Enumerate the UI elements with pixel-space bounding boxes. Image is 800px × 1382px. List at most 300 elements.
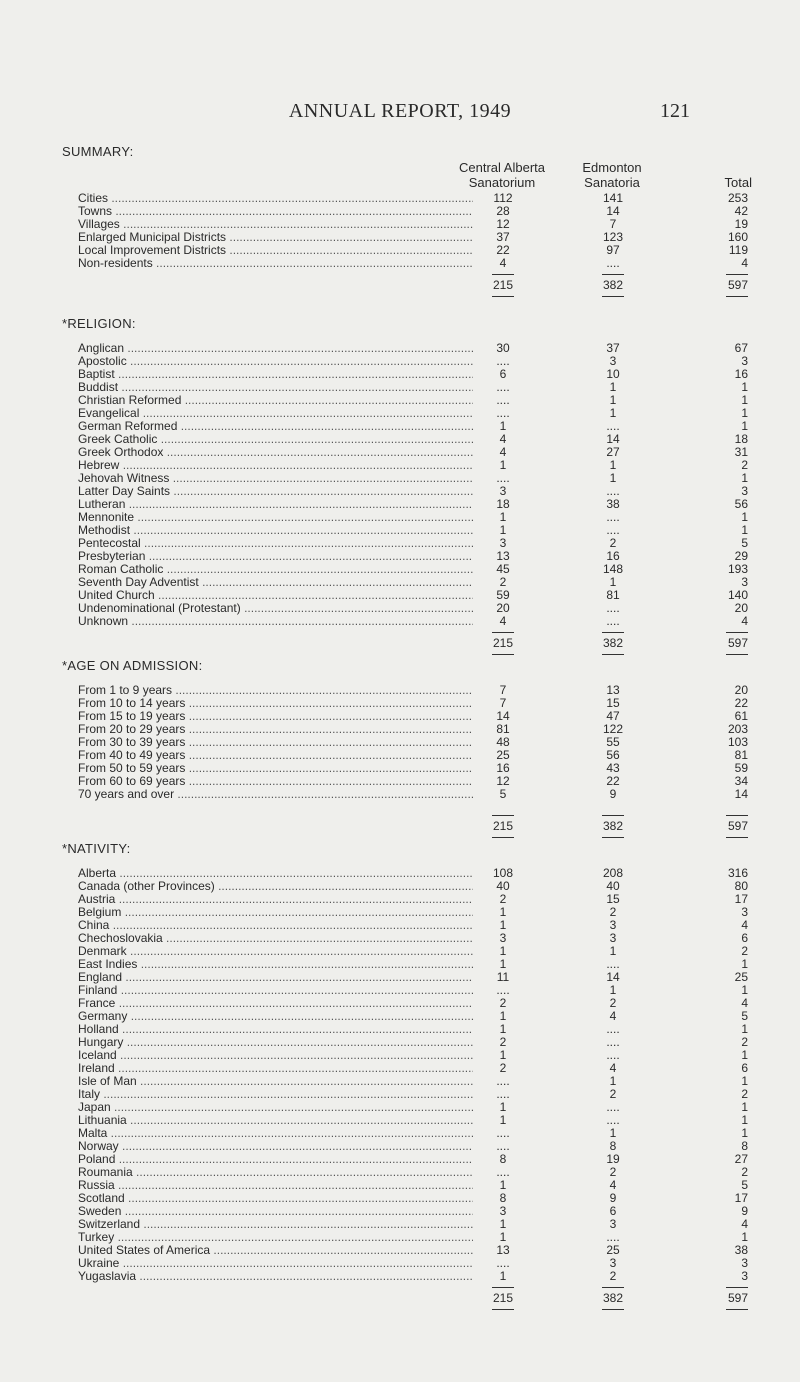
total-c1: 215 — [492, 819, 514, 833]
row-label: Alberta ..... — [78, 867, 473, 880]
edmonton-value: .... — [606, 601, 620, 615]
edmonton-value: 55 — [606, 735, 620, 749]
central-alberta-value: 1 — [499, 458, 507, 472]
edmonton-value: 10 — [606, 367, 620, 381]
total-value: 316 — [727, 866, 748, 880]
edmonton-value: 22 — [606, 774, 620, 788]
total-value: 193 — [727, 562, 748, 576]
row-label: Pentecostal ..... — [78, 537, 473, 550]
row-label: Mennonite ..... — [78, 511, 473, 524]
edmonton-value: 6 — [609, 1204, 617, 1218]
row-label: Lithuania ..... — [78, 1114, 473, 1127]
total-value: 3 — [741, 1256, 748, 1270]
table-row — [62, 762, 752, 775]
row-label: Sweden ..... — [78, 1205, 473, 1218]
table-row — [62, 576, 752, 589]
row-label: 70 years and over ..... — [78, 788, 473, 801]
row-label: Greek Orthodox ..... — [78, 446, 473, 459]
central-alberta-value: 3 — [499, 1204, 507, 1218]
edmonton-value: 43 — [606, 761, 620, 775]
total-value: 27 — [734, 1152, 748, 1166]
total-value: 5 — [741, 1178, 748, 1192]
row-label: Local Improvement Districts ..... — [78, 244, 473, 257]
row-label: From 40 to 49 years ..... — [78, 749, 473, 762]
total-value: 59 — [734, 761, 748, 775]
edmonton-value: 4 — [609, 1061, 617, 1075]
table-row — [62, 1010, 752, 1023]
total-value: 1 — [741, 419, 748, 433]
row-label: Switzerland ..... — [78, 1218, 473, 1231]
total-value: 6 — [741, 931, 748, 945]
edmonton-value: 9 — [609, 787, 617, 801]
edmonton-value: .... — [606, 957, 620, 971]
total-value: 1 — [741, 1048, 748, 1062]
row-label: East Indies ..... — [78, 958, 473, 971]
report-content — [62, 144, 752, 1313]
row-label: Canada (other Provinces) ..... — [78, 880, 473, 893]
total-value: 2 — [741, 944, 748, 958]
total-c1: 215 — [492, 278, 514, 292]
central-alberta-value: 1 — [499, 1217, 507, 1231]
central-alberta-value: 16 — [496, 761, 510, 775]
edmonton-value: 1 — [609, 393, 617, 407]
total-value: 1 — [741, 1022, 748, 1036]
central-alberta-value: 2 — [499, 1061, 507, 1075]
table-row — [62, 589, 752, 602]
summary-rows — [62, 192, 752, 270]
edmonton-value: 1 — [609, 575, 617, 589]
central-alberta-value: .... — [496, 471, 510, 485]
total-value: 80 — [734, 879, 748, 893]
row-label: Cities ..... — [78, 192, 473, 205]
total-value: 1 — [741, 523, 748, 537]
total-value: 4 — [741, 256, 748, 270]
row-label: United States of America ..... — [78, 1244, 473, 1257]
total-value: 34 — [734, 774, 748, 788]
total-value: 81 — [734, 748, 748, 762]
row-label: France ..... — [78, 997, 473, 1010]
table-row — [62, 524, 752, 537]
edmonton-value: 122 — [602, 722, 624, 736]
table-row — [62, 867, 752, 880]
central-alberta-value: 1 — [499, 1178, 507, 1192]
total-c2: 382 — [602, 636, 624, 650]
central-alberta-value: 2 — [499, 892, 507, 906]
central-alberta-value: 45 — [496, 562, 510, 576]
nativity-rule-bottom — [62, 1305, 752, 1313]
row-label: From 20 to 29 years ..... — [78, 723, 473, 736]
total-c2: 382 — [602, 1291, 624, 1305]
edmonton-value: 8 — [609, 1139, 617, 1153]
edmonton-value: 2 — [609, 536, 617, 550]
total-value: 22 — [734, 696, 748, 710]
row-label: Jehovah Witness ..... — [78, 472, 473, 485]
table-row — [62, 1231, 752, 1244]
central-alberta-value: 1 — [499, 523, 507, 537]
central-alberta-value: .... — [496, 1165, 510, 1179]
table-row — [62, 906, 752, 919]
total-value: 5 — [741, 536, 748, 550]
table-row — [62, 1088, 752, 1101]
central-alberta-value: .... — [496, 1126, 510, 1140]
table-row — [62, 1205, 752, 1218]
edmonton-value: 3 — [609, 1256, 617, 1270]
edmonton-value: .... — [606, 1230, 620, 1244]
central-alberta-value: 4 — [499, 614, 507, 628]
religion-total-row — [62, 636, 752, 650]
total-value: 29 — [734, 549, 748, 563]
row-label: Belgium ..... — [78, 906, 473, 919]
row-label: Non-residents ..... — [78, 257, 473, 270]
table-row — [62, 1153, 752, 1166]
edmonton-value: 148 — [602, 562, 624, 576]
summary-total-row — [62, 278, 752, 292]
age-title: *AGE ON ADMISSION: — [62, 658, 203, 673]
central-alberta-value: 1 — [499, 510, 507, 524]
total-value: 1 — [741, 1113, 748, 1127]
central-alberta-value: .... — [496, 406, 510, 420]
central-alberta-value: 30 — [496, 341, 510, 355]
central-alberta-value: 3 — [499, 484, 507, 498]
total-value: 3 — [741, 354, 748, 368]
edmonton-value: 7 — [609, 217, 617, 231]
total-value: 103 — [727, 735, 748, 749]
edmonton-value: .... — [606, 523, 620, 537]
table-row — [62, 749, 752, 762]
row-label: Yugaslavia ..... — [78, 1270, 473, 1283]
edmonton-value: 141 — [602, 191, 624, 205]
central-alberta-value: 112 — [493, 191, 513, 205]
table-row — [62, 511, 752, 524]
total-value: 1 — [741, 983, 748, 997]
table-row — [62, 563, 752, 576]
central-alberta-value: 1 — [499, 1048, 507, 1062]
row-label: Latter Day Saints ..... — [78, 485, 473, 498]
edmonton-value: .... — [606, 419, 620, 433]
summary-rule-top — [62, 270, 752, 278]
table-row — [62, 1114, 752, 1127]
edmonton-value: 1 — [609, 983, 617, 997]
central-alberta-value: 3 — [499, 931, 507, 945]
age-rule-top — [62, 811, 752, 819]
edmonton-value: 3 — [609, 931, 617, 945]
edmonton-value: 3 — [609, 1217, 617, 1231]
table-row — [62, 459, 752, 472]
central-alberta-value: 2 — [499, 996, 507, 1010]
total-value: 4 — [741, 614, 748, 628]
total-value: 1 — [741, 393, 748, 407]
total-value: 38 — [734, 1243, 748, 1257]
row-label: From 1 to 9 years ..... — [78, 684, 473, 697]
row-label: Unknown ..... — [78, 615, 473, 628]
table-row — [62, 205, 752, 218]
central-alberta-value: 22 — [496, 243, 510, 257]
central-alberta-value: 12 — [496, 217, 510, 231]
table-row — [62, 1101, 752, 1114]
col-central-alberta-line2: Sanatorium — [468, 175, 536, 190]
edmonton-value: 9 — [609, 1191, 617, 1205]
edmonton-value: 3 — [609, 354, 617, 368]
table-row — [62, 368, 752, 381]
total-value: 1 — [741, 406, 748, 420]
religion-rule-bottom — [62, 650, 752, 658]
central-alberta-value: 1 — [499, 918, 507, 932]
table-row — [62, 485, 752, 498]
col-edmonton-line1: Edmonton — [582, 160, 642, 175]
total-value: 42 — [734, 204, 748, 218]
total-value: 2 — [741, 1035, 748, 1049]
table-row — [62, 880, 752, 893]
row-label: Anglican ..... — [78, 342, 473, 355]
central-alberta-value: 4 — [499, 256, 507, 270]
edmonton-value: .... — [606, 1100, 620, 1114]
edmonton-value: 1 — [609, 1126, 617, 1140]
central-alberta-value: .... — [496, 1139, 510, 1153]
table-row — [62, 446, 752, 459]
row-label: Apostolic ..... — [78, 355, 473, 368]
row-label: Finland ..... — [78, 984, 473, 997]
central-alberta-value: 1 — [499, 1113, 507, 1127]
edmonton-value: .... — [606, 614, 620, 628]
total-c2: 382 — [602, 819, 624, 833]
nativity-rule-top — [62, 1283, 752, 1291]
row-label: Germany ..... — [78, 1010, 473, 1023]
central-alberta-value: 37 — [496, 230, 510, 244]
row-label: Ireland ..... — [78, 1062, 473, 1075]
total-value: 4 — [741, 918, 748, 932]
total-c3: 597 — [727, 636, 748, 650]
central-alberta-value: 13 — [496, 549, 510, 563]
edmonton-value: 2 — [609, 1165, 617, 1179]
table-row — [62, 1036, 752, 1049]
total-value: 14 — [734, 787, 748, 801]
total-value: 1 — [741, 1100, 748, 1114]
row-label: Hebrew ..... — [78, 459, 473, 472]
row-label: Villages ..... — [78, 218, 473, 231]
edmonton-value: 3 — [609, 918, 617, 932]
row-label: Lutheran ..... — [78, 498, 473, 511]
row-label: Turkey ..... — [78, 1231, 473, 1244]
row-label: Hungary ..... — [78, 1036, 473, 1049]
central-alberta-value: 1 — [499, 957, 507, 971]
row-label: Seventh Day Adventist ..... — [78, 576, 473, 589]
row-label: From 15 to 19 years ..... — [78, 710, 473, 723]
age-rule-bottom — [62, 833, 752, 841]
table-row — [62, 244, 752, 257]
total-value: 25 — [734, 970, 748, 984]
row-label: Poland ..... — [78, 1153, 473, 1166]
total-value: 3 — [741, 575, 748, 589]
total-value: 31 — [734, 445, 748, 459]
table-row — [62, 984, 752, 997]
total-value: 1 — [741, 1126, 748, 1140]
total-value: 20 — [734, 683, 748, 697]
central-alberta-value: 40 — [496, 879, 510, 893]
column-headers — [62, 160, 752, 192]
religion-title: *RELIGION: — [62, 316, 136, 331]
central-alberta-value: 8 — [499, 1191, 507, 1205]
row-label: German Reformed ..... — [78, 420, 473, 433]
edmonton-value: 13 — [606, 683, 620, 697]
row-label: Chechoslovakia ..... — [78, 932, 473, 945]
edmonton-value: 14 — [606, 432, 620, 446]
table-row — [62, 932, 752, 945]
central-alberta-value: 1 — [499, 1269, 507, 1283]
table-row — [62, 997, 752, 1010]
table-row — [62, 1192, 752, 1205]
table-row — [62, 1257, 752, 1270]
row-label: Baptist ..... — [78, 368, 473, 381]
total-value: 17 — [734, 892, 748, 906]
total-value: 9 — [741, 1204, 748, 1218]
nativity-total-row — [62, 1291, 752, 1305]
total-value: 17 — [734, 1191, 748, 1205]
table-row — [62, 498, 752, 511]
row-label: Methodist ..... — [78, 524, 473, 537]
total-c3: 597 — [727, 278, 748, 292]
religion-rows — [62, 342, 752, 628]
row-label: Christian Reformed ..... — [78, 394, 473, 407]
table-row — [62, 1166, 752, 1179]
table-row — [62, 893, 752, 906]
age-rows — [62, 684, 752, 801]
report-title: ANNUAL REPORT, 1949 — [288, 100, 512, 122]
table-row — [62, 958, 752, 971]
total-value: 3 — [741, 905, 748, 919]
religion-rule-top — [62, 628, 752, 636]
edmonton-value: 1 — [609, 406, 617, 420]
age-total-row — [62, 819, 752, 833]
total-value: 56 — [734, 497, 748, 511]
edmonton-value: 4 — [609, 1178, 617, 1192]
central-alberta-value: .... — [496, 380, 510, 394]
total-value: 2 — [741, 458, 748, 472]
edmonton-value: 1 — [609, 458, 617, 472]
table-row — [62, 192, 752, 205]
table-row — [62, 433, 752, 446]
central-alberta-value: 8 — [499, 1152, 507, 1166]
table-row — [62, 1049, 752, 1062]
edmonton-value: 25 — [606, 1243, 620, 1257]
total-value: 18 — [734, 432, 748, 446]
edmonton-value: 2 — [609, 905, 617, 919]
central-alberta-value: 6 — [499, 367, 507, 381]
table-row — [62, 1244, 752, 1257]
row-label: Greek Catholic ..... — [78, 433, 473, 446]
table-row — [62, 736, 752, 749]
central-alberta-value: 7 — [499, 696, 507, 710]
edmonton-value: 123 — [602, 230, 624, 244]
edmonton-value: 47 — [606, 709, 620, 723]
row-label: Buddist ..... — [78, 381, 473, 394]
table-row — [62, 971, 752, 984]
edmonton-value: 1 — [609, 944, 617, 958]
central-alberta-value: 108 — [492, 866, 514, 880]
row-label: From 60 to 69 years ..... — [78, 775, 473, 788]
total-value: 3 — [741, 1269, 748, 1283]
central-alberta-value: 12 — [496, 774, 510, 788]
total-value: 140 — [727, 588, 748, 602]
row-label: Undenominational (Protestant) ..... — [78, 602, 473, 615]
central-alberta-value: 4 — [499, 445, 507, 459]
central-alberta-value: .... — [496, 1087, 510, 1101]
edmonton-value: 4 — [609, 1009, 617, 1023]
edmonton-value: 37 — [606, 341, 620, 355]
row-label: United Church ..... — [78, 589, 473, 602]
total-value: 67 — [734, 341, 748, 355]
edmonton-value: 15 — [606, 696, 620, 710]
central-alberta-value: 81 — [496, 722, 510, 736]
table-row — [62, 615, 752, 628]
nativity-title: *NATIVITY: — [62, 841, 131, 856]
edmonton-value: 208 — [602, 866, 624, 880]
total-value: 8 — [741, 1139, 748, 1153]
edmonton-value: 2 — [609, 1269, 617, 1283]
table-row — [62, 355, 752, 368]
table-row — [62, 231, 752, 244]
total-value: 1 — [741, 957, 748, 971]
row-label: China ..... — [78, 919, 473, 932]
central-alberta-value: 25 — [496, 748, 510, 762]
row-label: Iceland ..... — [78, 1049, 473, 1062]
total-value: 160 — [727, 230, 748, 244]
total-value: 1 — [741, 380, 748, 394]
row-label: Russia ..... — [78, 1179, 473, 1192]
central-alberta-value: 28 — [496, 204, 510, 218]
central-alberta-value: 2 — [499, 1035, 507, 1049]
page-header — [0, 100, 800, 124]
edmonton-value: 1 — [609, 380, 617, 394]
edmonton-value: .... — [606, 1035, 620, 1049]
total-value: 1 — [741, 471, 748, 485]
edmonton-value: .... — [606, 1113, 620, 1127]
row-label: Roman Catholic ..... — [78, 563, 473, 576]
total-c1: 215 — [492, 1291, 514, 1305]
table-row — [62, 218, 752, 231]
summary-rule-bottom — [62, 292, 752, 300]
central-alberta-value: 1 — [499, 944, 507, 958]
total-value: 1 — [741, 510, 748, 524]
central-alberta-value: 7 — [499, 683, 507, 697]
row-label: Japan ..... — [78, 1101, 473, 1114]
row-label: Scotland ..... — [78, 1192, 473, 1205]
central-alberta-value: 11 — [496, 970, 510, 984]
table-row — [62, 407, 752, 420]
total-value: 253 — [727, 191, 748, 205]
total-value: 16 — [734, 367, 748, 381]
central-alberta-value: 2 — [499, 575, 507, 589]
total-value: 2 — [741, 1087, 748, 1101]
table-row — [62, 537, 752, 550]
edmonton-value: .... — [606, 1022, 620, 1036]
table-row — [62, 723, 752, 736]
edmonton-value: 38 — [606, 497, 620, 511]
central-alberta-value: 20 — [496, 601, 510, 615]
table-row — [62, 1270, 752, 1283]
total-c3: 597 — [727, 819, 748, 833]
edmonton-value: 14 — [606, 204, 620, 218]
central-alberta-value: 14 — [496, 709, 510, 723]
table-row — [62, 919, 752, 932]
table-row — [62, 1127, 752, 1140]
central-alberta-value: 1 — [499, 905, 507, 919]
table-row — [62, 945, 752, 958]
central-alberta-value: 1 — [499, 1230, 507, 1244]
central-alberta-value: 1 — [499, 1009, 507, 1023]
table-row — [62, 257, 752, 270]
edmonton-value: 81 — [606, 588, 620, 602]
table-row — [62, 1179, 752, 1192]
